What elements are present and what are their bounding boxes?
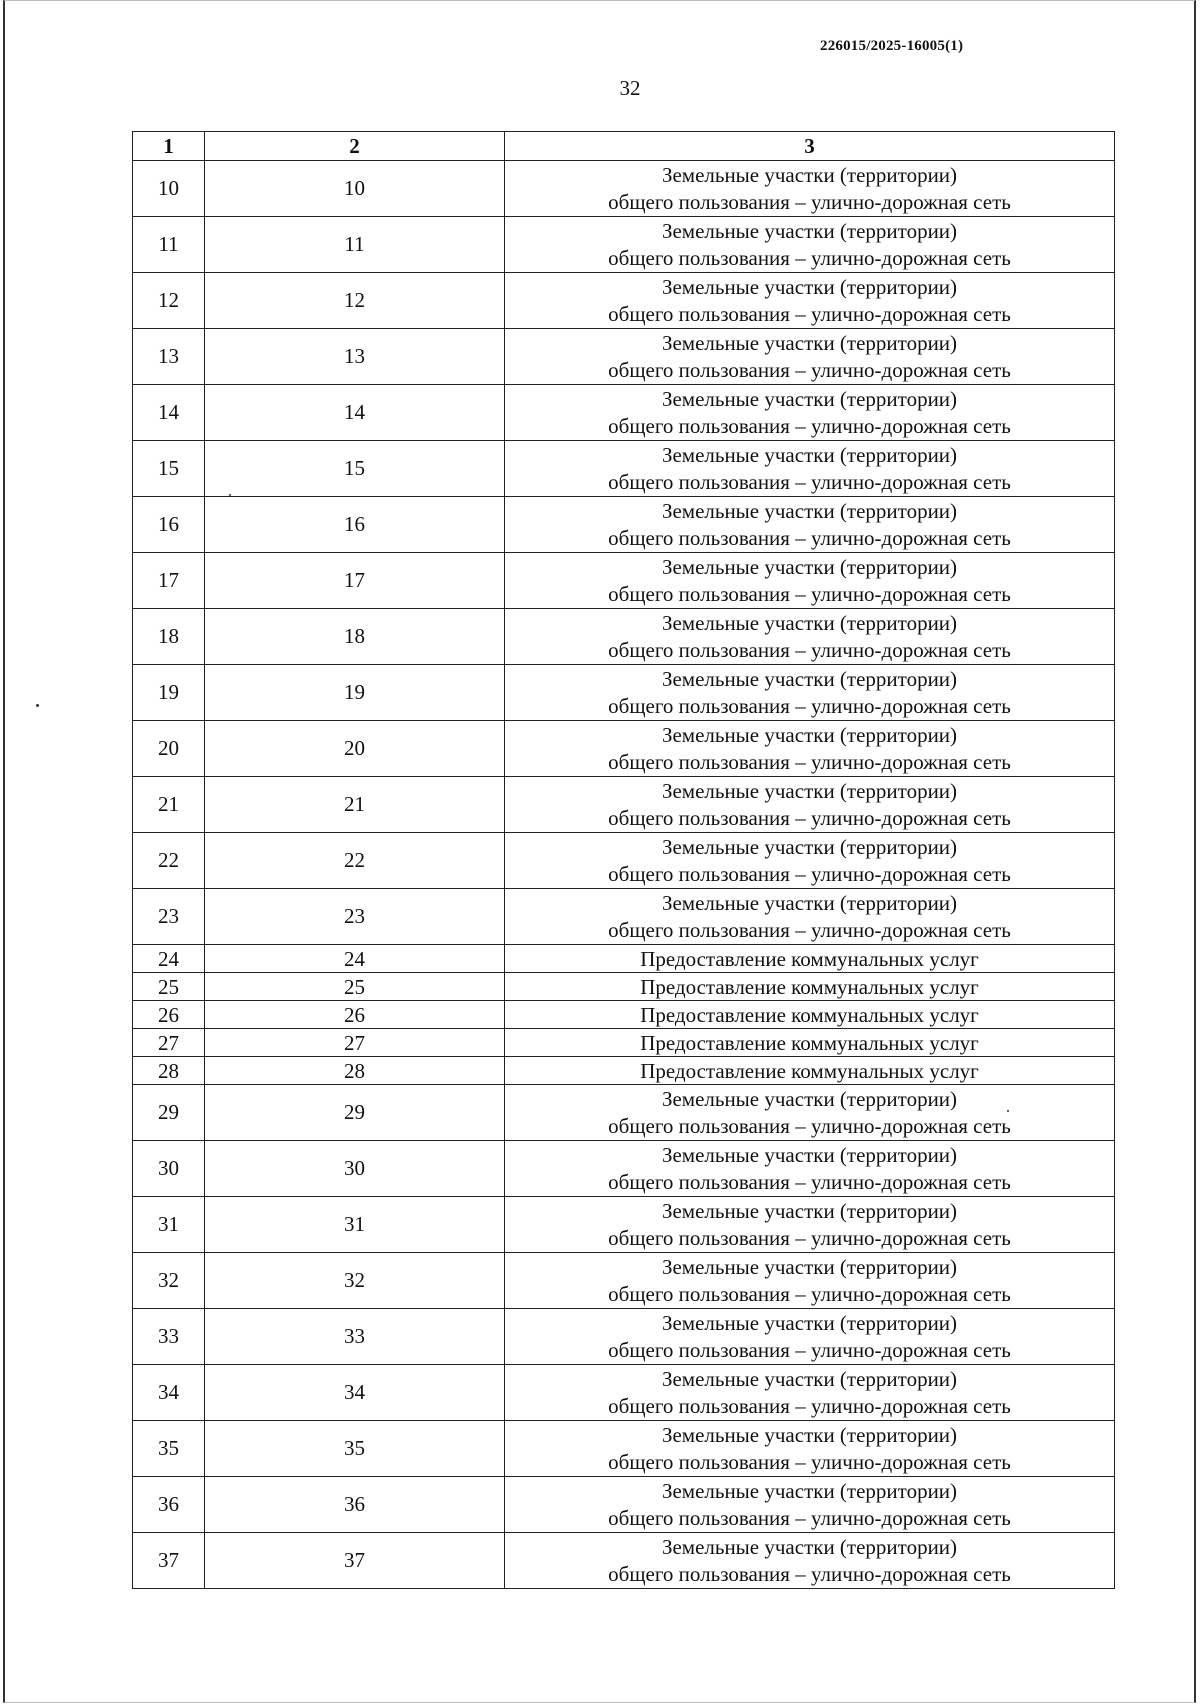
page-number: 32 bbox=[619, 76, 641, 100]
cell-col-2: 29 bbox=[205, 1085, 505, 1141]
cell-col-1: 13 bbox=[133, 329, 205, 385]
cell-col-1: 33 bbox=[133, 1309, 205, 1365]
cell-text-line: Земельные участки (территории) bbox=[661, 1142, 958, 1167]
cell-text-line: Земельные участки (территории) bbox=[661, 834, 958, 859]
cell-text-line: Земельные участки (территории) bbox=[661, 666, 958, 691]
cell-col-2: 34 bbox=[205, 1365, 505, 1421]
cell-col-2: 23 bbox=[205, 889, 505, 945]
cell-col-1: 18 bbox=[133, 609, 205, 665]
cell-col-2: 19 bbox=[205, 665, 505, 721]
table-row bbox=[133, 1253, 1115, 1309]
cell-col-3 bbox=[505, 497, 1115, 553]
table-row bbox=[133, 1141, 1115, 1197]
table-row bbox=[133, 217, 1115, 273]
table-row bbox=[133, 553, 1115, 609]
cell-text-line: Предоставление коммунальных услуг bbox=[640, 946, 979, 971]
cell-col-2: 35 bbox=[205, 1421, 505, 1477]
table-row bbox=[133, 1085, 1115, 1141]
cell-col-3 bbox=[505, 1253, 1115, 1309]
cell-col-2: 15 bbox=[205, 441, 505, 497]
cell-col-3 bbox=[505, 721, 1115, 777]
cell-col-2: 18 bbox=[205, 609, 505, 665]
cell-col-3 bbox=[505, 1309, 1115, 1365]
cell-col-3 bbox=[505, 1365, 1115, 1421]
table-row bbox=[133, 1533, 1115, 1589]
cell-text-line: Земельные участки (территории) bbox=[661, 610, 958, 635]
cell-text-line: Земельные участки (территории) bbox=[661, 1086, 958, 1111]
cell-col-3 bbox=[505, 1197, 1115, 1253]
cell-col-1: 14 bbox=[133, 385, 205, 441]
cell-col-3 bbox=[505, 329, 1115, 385]
cell-text-line: общего пользования – улично-дорожная сеть bbox=[608, 861, 1011, 886]
cell-col-2: 37 bbox=[205, 1533, 505, 1589]
cell-text-line: Земельные участки (территории) bbox=[661, 218, 958, 243]
table-row bbox=[133, 329, 1115, 385]
table-row bbox=[133, 1477, 1115, 1533]
cell-col-1: 24 bbox=[133, 945, 205, 973]
cell-text-line: общего пользования – улично-дорожная сеть bbox=[608, 525, 1011, 550]
cell-text-line: Предоставление коммунальных услуг bbox=[640, 1058, 979, 1083]
cell-text-line: общего пользования – улично-дорожная сеть bbox=[608, 1169, 1011, 1194]
cell-col-3 bbox=[505, 1085, 1115, 1141]
table-row bbox=[133, 161, 1115, 217]
cell-col-2: 26 bbox=[205, 1001, 505, 1029]
cell-col-1: 29 bbox=[133, 1085, 205, 1141]
cell-col-3 bbox=[505, 441, 1115, 497]
table-header-row bbox=[133, 132, 1115, 161]
data-table bbox=[132, 131, 1115, 1589]
cell-text-line: общего пользования – улично-дорожная сеть bbox=[608, 1449, 1011, 1474]
cell-text-line: Земельные участки (территории) bbox=[661, 386, 958, 411]
scan-speck bbox=[1007, 1110, 1009, 1112]
cell-col-3 bbox=[505, 777, 1115, 833]
cell-col-1: 35 bbox=[133, 1421, 205, 1477]
table-row bbox=[133, 1057, 1115, 1085]
cell-text-line: Предоставление коммунальных услуг bbox=[640, 974, 979, 999]
cell-col-1: 36 bbox=[133, 1477, 205, 1533]
cell-col-1: 25 bbox=[133, 973, 205, 1001]
cell-text-line: общего пользования – улично-дорожная сеть bbox=[608, 1505, 1011, 1530]
cell-col-3 bbox=[505, 1477, 1115, 1533]
cell-col-3 bbox=[505, 553, 1115, 609]
cell-col-3 bbox=[505, 1141, 1115, 1197]
cell-text-line: общего пользования – улично-дорожная сеть bbox=[608, 581, 1011, 606]
cell-text-line: общего пользования – улично-дорожная сеть bbox=[608, 1561, 1011, 1586]
table-row bbox=[133, 833, 1115, 889]
cell-col-1: 34 bbox=[133, 1365, 205, 1421]
cell-text-line: общего пользования – улично-дорожная сеть bbox=[608, 1393, 1011, 1418]
cell-col-2: 20 bbox=[205, 721, 505, 777]
table-row bbox=[133, 973, 1115, 1001]
cell-col-1: 32 bbox=[133, 1253, 205, 1309]
cell-col-1: 31 bbox=[133, 1197, 205, 1253]
cell-col-2: 30 bbox=[205, 1141, 505, 1197]
table-row bbox=[133, 889, 1115, 945]
cell-text-line: общего пользования – улично-дорожная сеть bbox=[608, 413, 1011, 438]
cell-col-2: 25 bbox=[205, 973, 505, 1001]
cell-col-2: 14 bbox=[205, 385, 505, 441]
cell-text-line: общего пользования – улично-дорожная сеть bbox=[608, 1113, 1011, 1138]
cell-col-1: 23 bbox=[133, 889, 205, 945]
cell-col-3 bbox=[505, 665, 1115, 721]
cell-text-line: общего пользования – улично-дорожная сеть bbox=[608, 693, 1011, 718]
cell-col-1: 30 bbox=[133, 1141, 205, 1197]
column-header-1: 1 bbox=[133, 132, 205, 161]
cell-text-line: общего пользования – улично-дорожная сеть bbox=[608, 1225, 1011, 1250]
cell-col-1: 17 bbox=[133, 553, 205, 609]
table-body bbox=[133, 161, 1115, 1589]
cell-col-2: 21 bbox=[205, 777, 505, 833]
cell-col-1: 15 bbox=[133, 441, 205, 497]
cell-col-2: 31 bbox=[205, 1197, 505, 1253]
column-header-2: 2 bbox=[205, 132, 505, 161]
cell-text-line: Земельные участки (территории) bbox=[661, 1198, 958, 1223]
document-number: 226015/2025-16005(1) bbox=[820, 38, 964, 54]
cell-text-line: общего пользования – улично-дорожная сеть bbox=[608, 917, 1011, 942]
cell-text-line: Земельные участки (территории) bbox=[661, 1310, 958, 1335]
cell-text-line: общего пользования – улично-дорожная сеть bbox=[608, 637, 1011, 662]
cell-col-2: 16 bbox=[205, 497, 505, 553]
cell-col-2: 27 bbox=[205, 1029, 505, 1057]
cell-text-line: Предоставление коммунальных услуг bbox=[640, 1030, 979, 1055]
cell-col-2: 24 bbox=[205, 945, 505, 973]
cell-col-3 bbox=[505, 273, 1115, 329]
cell-col-3 bbox=[505, 1001, 1115, 1029]
table-row bbox=[133, 1365, 1115, 1421]
table-row bbox=[133, 441, 1115, 497]
cell-text-line: Предоставление коммунальных услуг bbox=[640, 1002, 979, 1027]
cell-col-1: 28 bbox=[133, 1057, 205, 1085]
table-row bbox=[133, 721, 1115, 777]
cell-col-3 bbox=[505, 1421, 1115, 1477]
cell-text-line: Земельные участки (территории) bbox=[661, 442, 958, 467]
cell-col-2: 17 bbox=[205, 553, 505, 609]
cell-text-line: Земельные участки (территории) bbox=[661, 330, 958, 355]
cell-text-line: общего пользования – улично-дорожная сеть bbox=[608, 1337, 1011, 1362]
cell-col-3 bbox=[505, 1533, 1115, 1589]
table-row bbox=[133, 385, 1115, 441]
table-row bbox=[133, 665, 1115, 721]
cell-text-line: общего пользования – улично-дорожная сеть bbox=[608, 469, 1011, 494]
table-row bbox=[133, 1197, 1115, 1253]
cell-text-line: общего пользования – улично-дорожная сеть bbox=[608, 189, 1011, 214]
cell-text-line: Земельные участки (территории) bbox=[661, 274, 958, 299]
column-header-3: 3 bbox=[505, 132, 1115, 161]
cell-col-3 bbox=[505, 1057, 1115, 1085]
cell-col-1: 20 bbox=[133, 721, 205, 777]
scan-speck bbox=[229, 494, 231, 496]
cell-text-line: Земельные участки (территории) bbox=[661, 1422, 958, 1447]
cell-col-1: 16 bbox=[133, 497, 205, 553]
cell-col-1: 37 bbox=[133, 1533, 205, 1589]
cell-col-1: 22 bbox=[133, 833, 205, 889]
cell-text-line: Земельные участки (территории) bbox=[661, 1478, 958, 1503]
cell-col-2: 33 bbox=[205, 1309, 505, 1365]
cell-col-2: 10 bbox=[205, 161, 505, 217]
cell-text-line: Земельные участки (территории) bbox=[661, 1534, 958, 1559]
table-row bbox=[133, 777, 1115, 833]
cell-col-3 bbox=[505, 889, 1115, 945]
cell-col-2: 12 bbox=[205, 273, 505, 329]
cell-col-1: 19 bbox=[133, 665, 205, 721]
cell-col-3 bbox=[505, 833, 1115, 889]
table-row bbox=[133, 1029, 1115, 1057]
cell-text-line: Земельные участки (территории) bbox=[661, 778, 958, 803]
table-row bbox=[133, 1421, 1115, 1477]
cell-col-3 bbox=[505, 385, 1115, 441]
cell-text-line: Земельные участки (территории) bbox=[661, 1366, 958, 1391]
cell-text-line: общего пользования – улично-дорожная сеть bbox=[608, 301, 1011, 326]
cell-col-3 bbox=[505, 945, 1115, 973]
cell-col-1: 27 bbox=[133, 1029, 205, 1057]
table-row bbox=[133, 1309, 1115, 1365]
cell-text-line: общего пользования – улично-дорожная сеть bbox=[608, 1281, 1011, 1306]
cell-col-3 bbox=[505, 609, 1115, 665]
scan-speck bbox=[36, 704, 39, 707]
cell-text-line: Земельные участки (территории) bbox=[661, 498, 958, 523]
cell-col-1: 10 bbox=[133, 161, 205, 217]
cell-text-line: общего пользования – улично-дорожная сеть bbox=[608, 357, 1011, 382]
cell-text-line: общего пользования – улично-дорожная сеть bbox=[608, 805, 1011, 830]
table-row bbox=[133, 609, 1115, 665]
cell-col-3 bbox=[505, 217, 1115, 273]
cell-col-2: 36 bbox=[205, 1477, 505, 1533]
cell-col-3 bbox=[505, 1029, 1115, 1057]
cell-col-2: 11 bbox=[205, 217, 505, 273]
table-row bbox=[133, 273, 1115, 329]
cell-col-1: 26 bbox=[133, 1001, 205, 1029]
table-row bbox=[133, 497, 1115, 553]
cell-col-1: 11 bbox=[133, 217, 205, 273]
cell-text-line: Земельные участки (территории) bbox=[661, 554, 958, 579]
cell-col-1: 12 bbox=[133, 273, 205, 329]
cell-text-line: общего пользования – улично-дорожная сеть bbox=[608, 245, 1011, 270]
table-row bbox=[133, 1001, 1115, 1029]
cell-col-2: 32 bbox=[205, 1253, 505, 1309]
table-row bbox=[133, 945, 1115, 973]
cell-col-2: 13 bbox=[205, 329, 505, 385]
cell-text-line: общего пользования – улично-дорожная сеть bbox=[608, 749, 1011, 774]
cell-text-line: Земельные участки (территории) bbox=[661, 722, 958, 747]
cell-text-line: Земельные участки (территории) bbox=[661, 162, 958, 187]
cell-text-line: Земельные участки (территории) bbox=[661, 890, 958, 915]
cell-text-line: Земельные участки (территории) bbox=[661, 1254, 958, 1279]
cell-col-2: 28 bbox=[205, 1057, 505, 1085]
cell-col-1: 21 bbox=[133, 777, 205, 833]
cell-col-3 bbox=[505, 161, 1115, 217]
cell-col-3 bbox=[505, 973, 1115, 1001]
cell-col-2: 22 bbox=[205, 833, 505, 889]
